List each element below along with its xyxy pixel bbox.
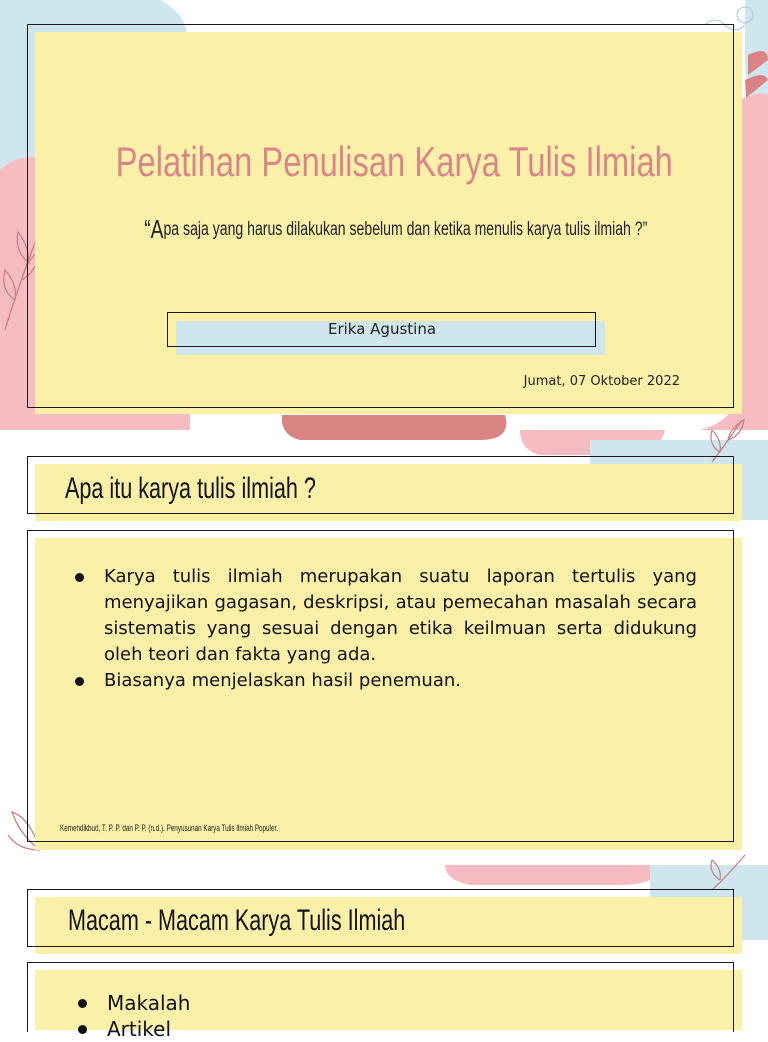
author-name: Erika Agustina (327, 320, 437, 338)
list-item (78, 990, 191, 1016)
bullet-icon (75, 573, 84, 582)
subtitle-rest: pa saja yang harus dilakukan sebelum dan ketika menulis karya tulis ilmiah ?” (163, 219, 648, 240)
presentation-title: Pelatihan Penulisan Karya Tulis Ilmiah (115, 138, 673, 185)
bullet-text: Karya tulis ilmiah merupakan suatu laporan tertulis yang menyajikan gagasan, deskripsi, atau pemecahan masalah secara sistematis yang sesuai dengan etika keilmuan serta didukung oleh teori dan fakta yang ada. (104, 566, 697, 665)
slide2-heading: Apa itu karya tulis ilmiah ? (65, 472, 316, 505)
list-item-text: Makalah (107, 991, 191, 1015)
bullet-icon (78, 1025, 87, 1034)
subtitle-open-quote: “ (144, 214, 151, 244)
citation-text: Kemendikbud, T. P. P. dan P. P. (n.d.). Penyusunan Karya Tulis Ilmiah Populer. (60, 823, 278, 833)
presentation-date: Jumat, 07 Oktober 2022 (523, 374, 680, 389)
subtitle-first-letter: A (150, 214, 164, 244)
list-item (78, 1016, 191, 1042)
slide3-list (78, 990, 191, 1042)
slide3-heading: Macam - Macam Karya Tulis Ilmiah (68, 904, 406, 937)
list-item (75, 668, 697, 694)
presentation-subtitle (144, 214, 648, 245)
list-item (75, 564, 697, 668)
bullet-icon (78, 999, 87, 1008)
bullet-icon (75, 677, 84, 686)
bullet-text: Biasanya menjelaskan hasil penemuan. (104, 670, 461, 691)
list-item-text: Artikel (107, 1017, 172, 1041)
slide2-bullet-list (75, 564, 697, 694)
